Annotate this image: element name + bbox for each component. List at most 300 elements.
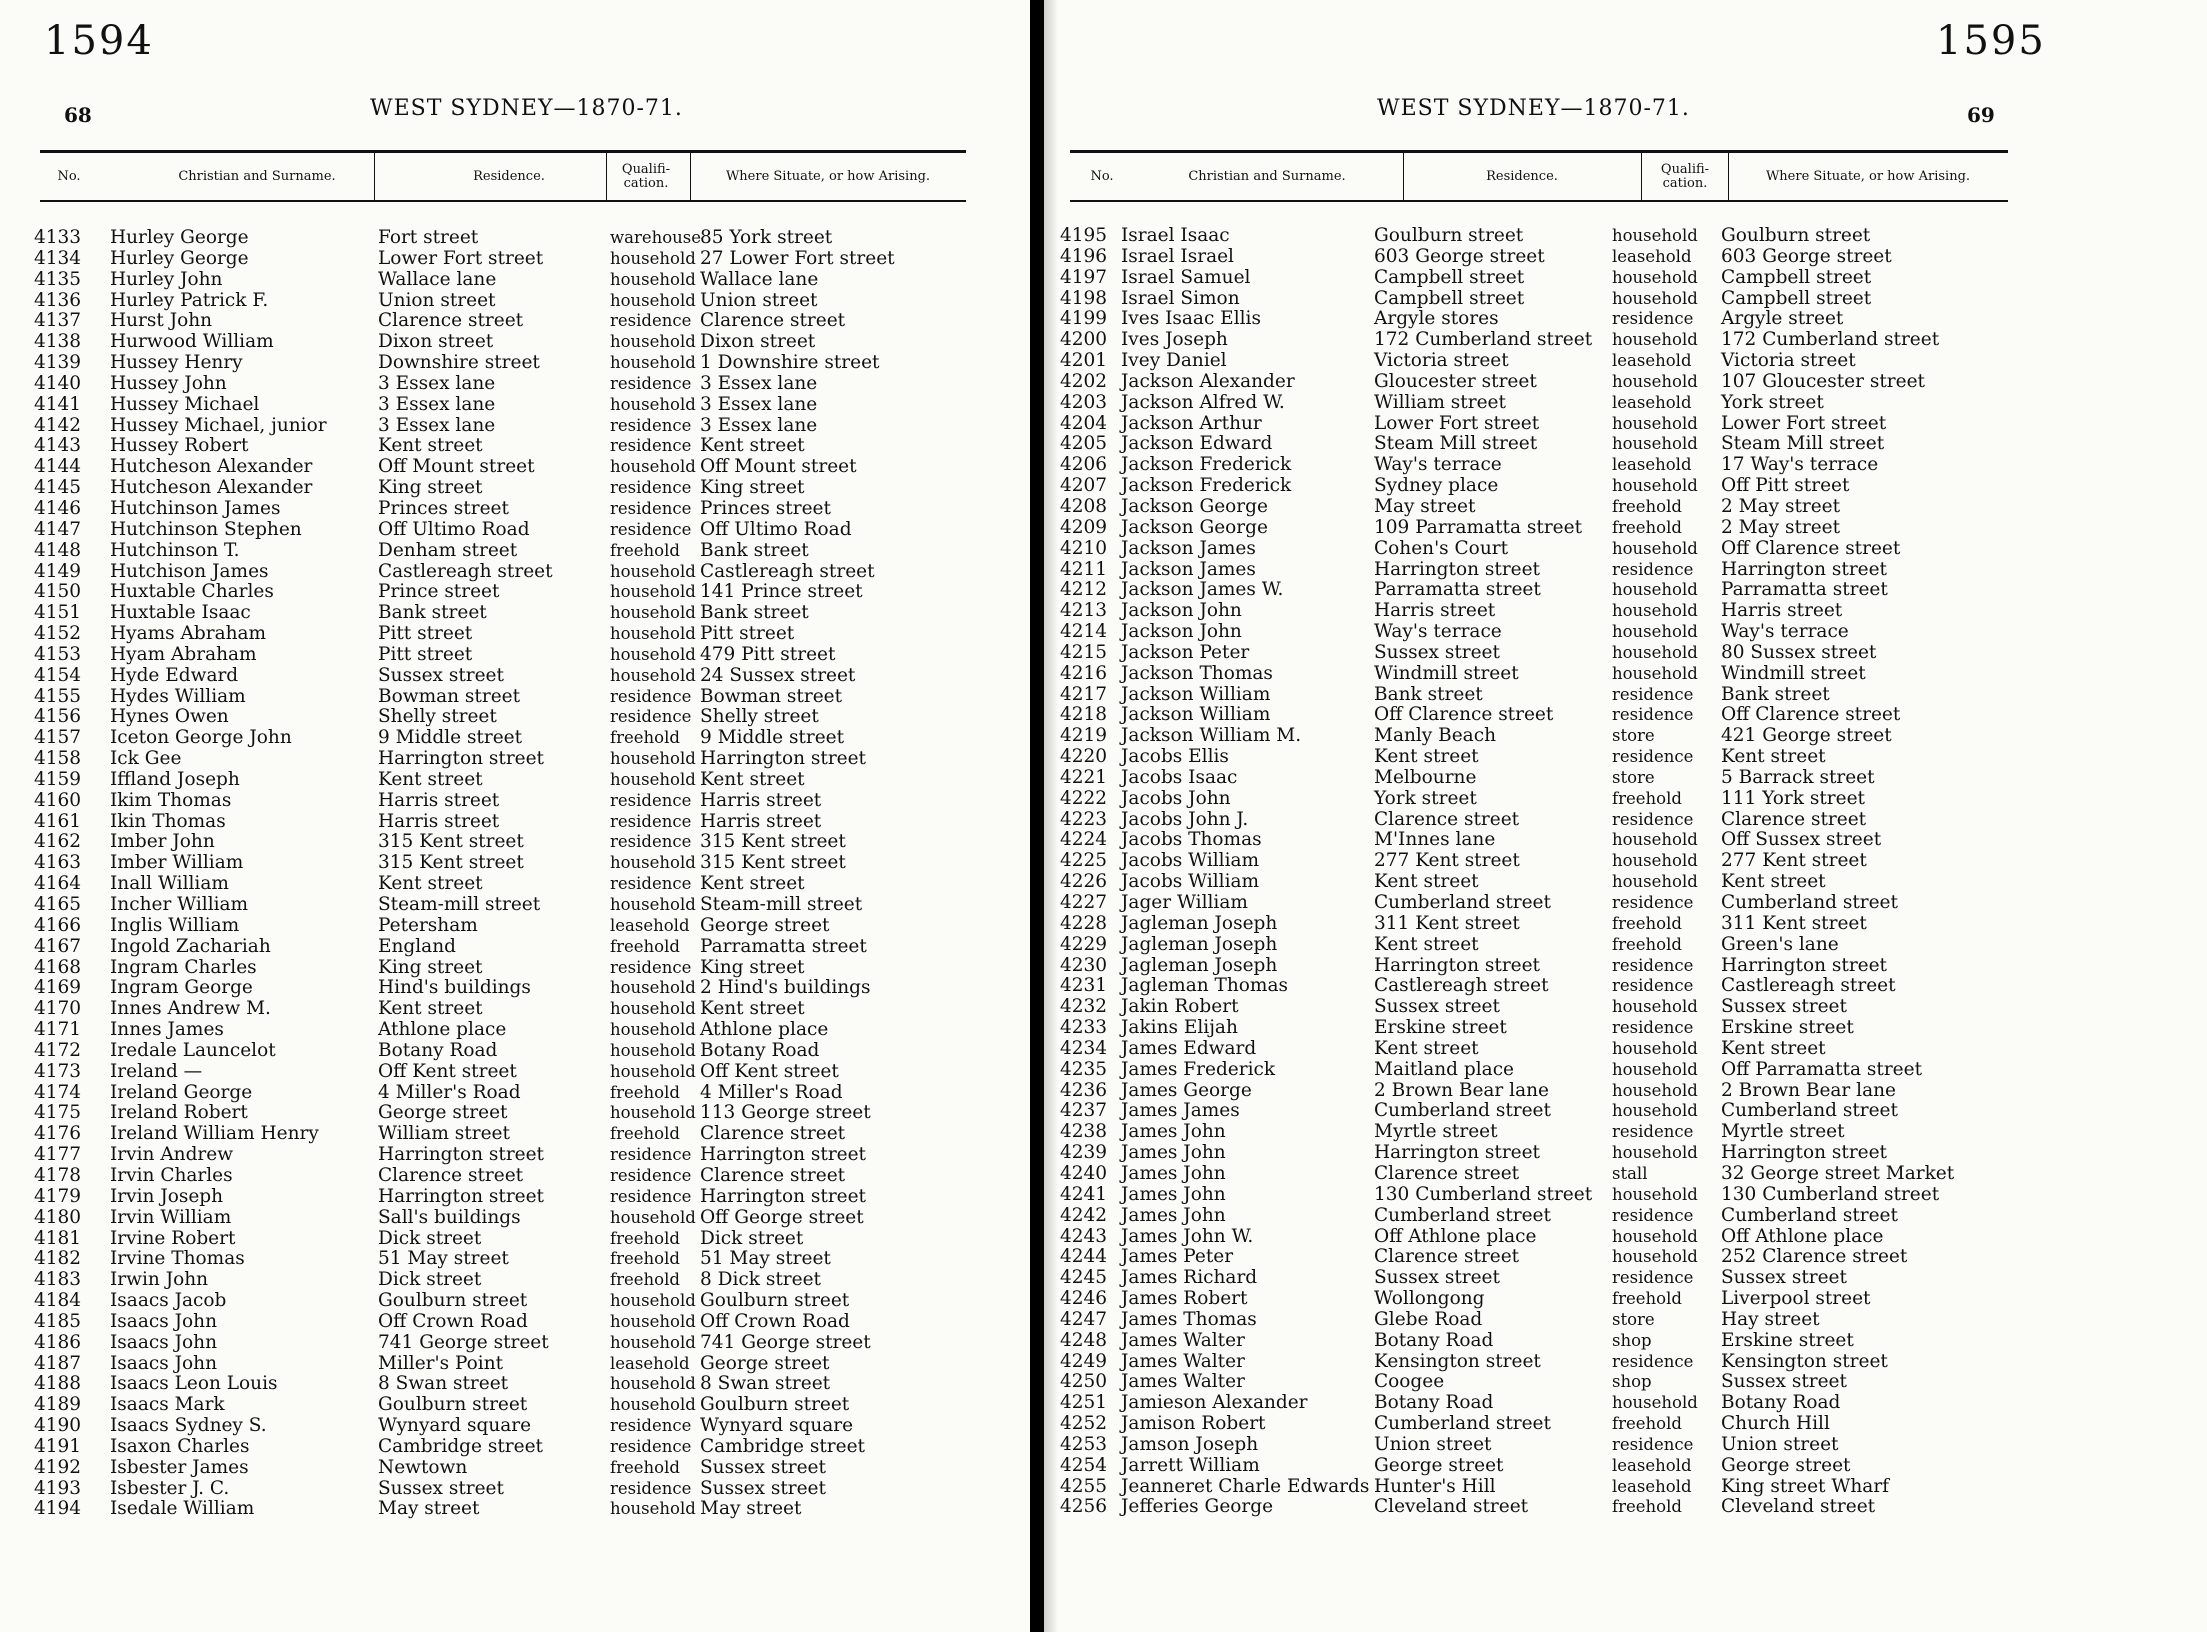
entry-where-situate: Kent street xyxy=(700,873,805,895)
entry-qualification: residence xyxy=(1612,1434,1694,1454)
header-no: No. xyxy=(1090,169,1114,184)
entry-number: 4152 xyxy=(34,623,82,645)
entry-qualification: household xyxy=(1612,413,1698,433)
entry-name: Imber John xyxy=(110,831,215,853)
entry-residence: Harrington street xyxy=(1374,954,1540,976)
entry-where-situate: Bank street xyxy=(700,539,809,561)
entry-residence: Steam Mill street xyxy=(1374,433,1538,455)
entry-name: Ikim Thomas xyxy=(110,789,232,811)
table-row xyxy=(1044,1331,2207,1352)
entry-number: 4156 xyxy=(34,706,82,728)
entry-where-situate: 113 George street xyxy=(700,1102,871,1124)
entry-number: 4214 xyxy=(1060,621,1108,643)
entry-where-situate: Off George street xyxy=(700,1206,864,1228)
entry-where-situate: Athlone place xyxy=(700,1019,829,1041)
entry-name: James John W. xyxy=(1121,1225,1254,1247)
entry-where-situate: King street Wharf xyxy=(1721,1475,1890,1497)
entry-name: James Frederick xyxy=(1121,1058,1276,1080)
entry-name: James John xyxy=(1121,1162,1226,1184)
entry-name: Jackson Arthur xyxy=(1121,412,1262,434)
entry-name: Ivey Daniel xyxy=(1121,350,1227,372)
entry-number: 4203 xyxy=(1060,391,1108,413)
entry-where-situate: Sussex street xyxy=(700,1456,826,1478)
entry-qualification: household xyxy=(1612,663,1698,683)
entry-number: 4216 xyxy=(1060,662,1108,684)
table-row xyxy=(1044,1206,2207,1227)
entry-where-situate: Campbell street xyxy=(1721,266,1872,288)
entry-qualification: residence xyxy=(1612,893,1694,912)
entry-residence: Harrington street xyxy=(1374,558,1540,580)
entry-residence: York street xyxy=(1374,787,1477,809)
entry-residence: Cumberland street xyxy=(1374,1204,1551,1226)
entry-number: 4171 xyxy=(34,1019,82,1041)
entry-where-situate: 80 Sussex street xyxy=(1721,641,1877,663)
entry-residence: Steam-mill street xyxy=(378,894,541,915)
entry-name: Isaacs Mark xyxy=(110,1394,225,1416)
entry-number: 4223 xyxy=(1060,808,1108,830)
entry-residence: Harris street xyxy=(378,810,500,832)
entry-qualification: household xyxy=(1612,538,1698,558)
entry-number: 4136 xyxy=(34,289,82,311)
entry-number: 4202 xyxy=(1060,370,1108,392)
entry-where-situate: 5 Barrack street xyxy=(1721,766,1875,788)
table-row xyxy=(0,1041,1030,1062)
table-row xyxy=(0,1374,1030,1395)
table-row xyxy=(0,1020,1030,1041)
entry-number: 4227 xyxy=(1060,892,1108,913)
entry-name: Israel Israel xyxy=(1121,245,1234,267)
table-row xyxy=(1044,914,2207,935)
entry-number: 4164 xyxy=(34,873,82,895)
entry-where-situate: Wynyard square xyxy=(700,1415,854,1437)
entry-residence: Kent street xyxy=(1374,746,1479,768)
table-row xyxy=(1044,1227,2207,1248)
entry-where-situate: King street xyxy=(700,477,805,499)
entry-where-situate: 2 Hind's buildings xyxy=(700,977,871,999)
entry-name: Jagleman Joseph xyxy=(1121,954,1278,976)
entry-residence: Pitt street xyxy=(378,623,473,645)
entry-number: 4144 xyxy=(34,456,82,478)
entry-qualification: residence xyxy=(610,1165,692,1185)
entry-qualification: household xyxy=(610,1499,696,1519)
entry-number: 4242 xyxy=(1060,1204,1108,1226)
entry-residence: Harrington street xyxy=(1374,1142,1540,1164)
entry-name: James John xyxy=(1121,1204,1226,1226)
entry-number: 4251 xyxy=(1060,1392,1108,1414)
entry-residence: Cumberland street xyxy=(1374,1100,1551,1122)
table-row xyxy=(1044,1018,2207,1039)
entry-qualification: residence xyxy=(610,686,692,706)
entry-residence: Wollongong xyxy=(1374,1288,1485,1310)
entry-qualification: leasehold xyxy=(1612,1455,1692,1475)
entry-where-situate: 111 York street xyxy=(1721,787,1865,809)
entry-name: Hussey Michael, junior xyxy=(110,414,327,436)
table-row xyxy=(1044,497,2207,518)
entry-name: Jarrett William xyxy=(1121,1454,1260,1476)
table-row xyxy=(0,1458,1030,1479)
entry-residence: England xyxy=(378,935,456,957)
table-row xyxy=(1044,997,2207,1018)
table-row xyxy=(0,1166,1030,1187)
entry-where-situate: Shelly street xyxy=(700,706,819,728)
entry-residence: May street xyxy=(378,1498,480,1520)
entry-qualification: household xyxy=(610,1103,696,1123)
table-row xyxy=(1044,518,2207,539)
entry-name: Ives Joseph xyxy=(1121,329,1228,351)
entry-where-situate: George street xyxy=(700,1352,830,1374)
entry-where-situate: Off Kent street xyxy=(700,1060,839,1082)
entry-where-situate: Hay street xyxy=(1721,1308,1820,1330)
entry-residence: 172 Cumberland street xyxy=(1374,329,1593,351)
entry-qualification: household xyxy=(1612,1143,1698,1163)
entry-residence: Pitt street xyxy=(378,643,473,665)
table-row xyxy=(0,624,1030,645)
table-row xyxy=(1044,1164,2207,1185)
entry-where-situate: Way's terrace xyxy=(1721,621,1849,643)
entry-name: Hurley John xyxy=(110,268,223,290)
entry-number: 4208 xyxy=(1060,495,1108,517)
entry-where-situate: Parramatta street xyxy=(700,935,867,957)
entry-where-situate: 85 York street xyxy=(700,227,833,248)
table-row xyxy=(1044,976,2207,997)
entry-name: Jackson Frederick xyxy=(1121,454,1292,476)
entry-residence: George street xyxy=(378,1102,508,1124)
entry-residence: Kent street xyxy=(378,998,483,1020)
entry-where-situate: Dixon street xyxy=(700,331,816,353)
entry-name: James John xyxy=(1121,1183,1226,1205)
entry-residence: Cleveland street xyxy=(1374,1496,1529,1518)
entry-residence: Harrington street xyxy=(378,1144,544,1166)
entry-name: Hurst John xyxy=(110,310,213,332)
table-row xyxy=(0,1416,1030,1437)
entry-where-situate: 8 Dick street xyxy=(700,1269,821,1291)
entry-residence: Kent street xyxy=(378,873,483,895)
entry-qualification: household xyxy=(1612,288,1698,308)
table-row xyxy=(1044,685,2207,706)
header-name: Christian and Surname. xyxy=(178,169,336,184)
entry-qualification: freehold xyxy=(610,1082,680,1102)
table-row xyxy=(1044,664,2207,685)
entry-residence: Sussex street xyxy=(1374,1267,1500,1289)
entry-name: Ingram George xyxy=(110,977,253,999)
table-row xyxy=(0,895,1030,916)
entry-where-situate: Harrington street xyxy=(1721,954,1887,976)
entry-number: 4244 xyxy=(1060,1246,1108,1268)
table-row xyxy=(0,1333,1030,1354)
table-row xyxy=(1044,622,2207,643)
entry-residence: Wynyard square xyxy=(378,1415,532,1437)
entry-qualification: residence xyxy=(610,436,692,456)
entry-name: James John xyxy=(1121,1121,1226,1143)
header-where-situate: Where Situate, or how Arising. xyxy=(1765,169,1971,184)
table-row xyxy=(1044,1247,2207,1268)
entry-name: Ireland George xyxy=(110,1081,253,1103)
entry-qualification: household xyxy=(610,353,696,373)
entry-number: 4246 xyxy=(1060,1288,1108,1310)
entry-name: James Peter xyxy=(1121,1246,1234,1268)
entry-name: Huxtable Charles xyxy=(110,581,274,603)
table-row xyxy=(1044,393,2207,414)
entry-residence: George street xyxy=(1374,1454,1504,1476)
table-row xyxy=(0,812,1030,833)
entry-number: 4176 xyxy=(34,1123,82,1145)
entry-name: Israel Simon xyxy=(1121,287,1240,309)
entry-residence: Petersham xyxy=(378,914,478,936)
entry-residence: Castlereagh street xyxy=(378,560,553,582)
entry-number: 4235 xyxy=(1060,1058,1108,1080)
entry-qualification: shop xyxy=(1612,1372,1652,1392)
table-row xyxy=(1044,830,2207,851)
entry-name: Isaacs John xyxy=(110,1352,217,1374)
table-row xyxy=(0,1312,1030,1333)
entry-number: 4190 xyxy=(34,1415,82,1437)
entry-qualification: household xyxy=(1612,1226,1698,1246)
table-row xyxy=(1044,1101,2207,1122)
entry-qualification: residence xyxy=(1612,1018,1694,1038)
entry-name: Irvine Thomas xyxy=(110,1248,245,1270)
entry-residence: Kent street xyxy=(378,768,483,790)
entry-qualification: leasehold xyxy=(1612,1476,1692,1496)
entry-name: James Robert xyxy=(1121,1288,1248,1310)
table-row xyxy=(0,499,1030,520)
entry-name: Jackson John xyxy=(1121,600,1242,622)
entry-qualification: residence xyxy=(1612,705,1694,725)
entry-residence: Bank street xyxy=(1374,683,1483,705)
entry-where-situate: 277 Kent street xyxy=(1721,850,1867,872)
entry-name: Jackson William M. xyxy=(1121,725,1302,747)
entry-where-situate: Goulburn street xyxy=(700,1394,850,1416)
entry-qualification: residence xyxy=(1612,1205,1694,1225)
entry-residence: 741 George street xyxy=(378,1331,549,1353)
entry-qualification: residence xyxy=(610,478,692,498)
entry-qualification: freehold xyxy=(1612,496,1682,516)
entry-number: 4165 xyxy=(34,894,82,915)
table-row xyxy=(1044,1143,2207,1164)
entry-qualification: household xyxy=(1612,580,1698,600)
table-row xyxy=(0,916,1030,937)
entry-qualification: freehold xyxy=(1612,934,1682,954)
entry-qualification: residence xyxy=(1612,1122,1694,1142)
entry-residence: King street xyxy=(378,956,483,978)
table-row xyxy=(1044,455,2207,476)
entry-number: 4199 xyxy=(1060,308,1108,330)
entry-where-situate: 2 May street xyxy=(1721,495,1841,517)
entry-qualification: freehold xyxy=(610,1124,680,1144)
entry-residence: M'Innes lane xyxy=(1374,829,1496,851)
table-row xyxy=(1044,893,2207,914)
entry-where-situate: Kensington street xyxy=(1721,1350,1888,1372)
entry-number: 4220 xyxy=(1060,746,1108,768)
table-row xyxy=(1044,747,2207,768)
entry-qualification: leasehold xyxy=(1612,392,1692,412)
entry-name: Hurwood William xyxy=(110,331,274,353)
entry-name: Ikin Thomas xyxy=(110,810,226,832)
entry-name: Incher William xyxy=(110,894,249,915)
entry-residence: Windmill street xyxy=(1374,662,1519,684)
table-row xyxy=(1044,1122,2207,1143)
entry-number: 4174 xyxy=(34,1081,82,1103)
entry-name: Hutchinson James xyxy=(110,497,281,519)
entry-number: 4145 xyxy=(34,477,82,499)
entry-qualification: freehold xyxy=(1612,788,1682,808)
entry-name: Irvin Andrew xyxy=(110,1144,234,1166)
table-row xyxy=(1044,1414,2207,1435)
entry-residence: Way's terrace xyxy=(1374,454,1502,476)
table-row xyxy=(0,1229,1030,1250)
entry-qualification: household xyxy=(610,1061,696,1081)
entry-number: 4181 xyxy=(34,1227,82,1249)
table-row xyxy=(0,1083,1030,1104)
table-row xyxy=(0,1291,1030,1312)
entry-name: James Walter xyxy=(1121,1371,1245,1393)
entry-number: 4210 xyxy=(1060,537,1108,559)
entry-where-situate: Dick street xyxy=(700,1227,804,1249)
table-row xyxy=(0,478,1030,499)
entry-residence: Downshire street xyxy=(378,352,540,374)
header-residence: Residence. xyxy=(473,169,545,184)
entry-residence: Dick street xyxy=(378,1269,482,1291)
entry-qualification: leasehold xyxy=(1612,246,1692,266)
entry-qualification: stall xyxy=(1612,1163,1648,1183)
table-row xyxy=(1044,1393,2207,1414)
entry-residence: William street xyxy=(378,1123,510,1145)
entry-where-situate: Sussex street xyxy=(1721,1267,1847,1289)
entry-number: 4206 xyxy=(1060,454,1108,476)
table-row xyxy=(0,332,1030,353)
entry-residence: Way's terrace xyxy=(1374,621,1502,643)
table-row xyxy=(1044,956,2207,977)
entry-qualification: residence xyxy=(610,832,692,852)
entry-number: 4221 xyxy=(1060,766,1108,788)
entry-where-situate: 3 Essex lane xyxy=(700,414,818,436)
entry-name: Isaacs John xyxy=(110,1310,217,1332)
table-row xyxy=(0,353,1030,374)
entry-residence: 311 Kent street xyxy=(1374,912,1520,934)
table-row xyxy=(0,1103,1030,1124)
entry-name: Hurley George xyxy=(110,247,249,269)
entry-number: 4222 xyxy=(1060,787,1108,809)
entry-name: Hurley George xyxy=(110,227,249,248)
entry-where-situate: George street xyxy=(1721,1454,1851,1476)
table-row xyxy=(0,541,1030,562)
entry-where-situate: Harrington street xyxy=(1721,1142,1887,1164)
entry-name: Ives Isaac Ellis xyxy=(1121,308,1261,330)
entry-qualification: leasehold xyxy=(610,915,690,935)
table-row xyxy=(0,791,1030,812)
entry-residence: 51 May street xyxy=(378,1248,509,1270)
entry-qualification: household xyxy=(610,624,696,644)
entry-qualification: freehold xyxy=(1612,1414,1682,1434)
entry-residence: Union street xyxy=(378,289,496,311)
entry-residence: 2 Brown Bear lane xyxy=(1374,1079,1549,1101)
entry-number: 4241 xyxy=(1060,1183,1108,1205)
entry-name: Iffland Joseph xyxy=(110,768,240,790)
entry-number: 4143 xyxy=(34,435,82,457)
entry-where-situate: 9 Middle street xyxy=(700,727,845,749)
entry-where-situate: 141 Prince street xyxy=(700,581,863,603)
entry-residence: Lower Fort street xyxy=(378,247,544,269)
entry-qualification: household xyxy=(1612,267,1698,287)
entry-where-situate: Kent street xyxy=(1721,871,1826,893)
entry-qualification: residence xyxy=(610,957,692,977)
header-name: Christian and Surname. xyxy=(1188,169,1346,184)
entry-name: Hutchison James xyxy=(110,560,269,582)
entry-where-situate: Kent street xyxy=(1721,746,1826,768)
entry-residence: Kensington street xyxy=(1374,1350,1541,1372)
table-row xyxy=(0,728,1030,749)
entry-where-situate: 51 May street xyxy=(700,1248,831,1270)
entry-residence: Clarence street xyxy=(378,1164,524,1186)
entry-qualification: household xyxy=(1612,1059,1698,1079)
table-row xyxy=(0,1249,1030,1270)
entry-qualification: freehold xyxy=(610,728,680,748)
entry-name: Jackson Alexander xyxy=(1121,370,1295,392)
table-row xyxy=(1044,580,2207,601)
entry-qualification: freehold xyxy=(610,540,680,560)
entry-residence: Sussex street xyxy=(378,1477,504,1499)
entry-name: Isaacs Leon Louis xyxy=(110,1373,278,1395)
entry-qualification: household xyxy=(1612,642,1698,662)
entry-number: 4219 xyxy=(1060,725,1108,747)
entry-number: 4207 xyxy=(1060,475,1108,497)
entry-name: Inglis William xyxy=(110,914,240,936)
entry-name: Ingold Zachariah xyxy=(110,935,271,957)
table-row xyxy=(0,520,1030,541)
entry-where-situate: 479 Pitt street xyxy=(700,643,836,665)
entry-number: 4209 xyxy=(1060,516,1108,538)
entry-number: 4183 xyxy=(34,1269,82,1291)
entry-qualification: freehold xyxy=(1612,1497,1682,1517)
entry-qualification: residence xyxy=(1612,1351,1694,1371)
table-row xyxy=(0,436,1030,457)
entry-qualification: household xyxy=(610,269,696,289)
entry-where-situate: Erskine street xyxy=(1721,1017,1854,1039)
entry-number: 4225 xyxy=(1060,850,1108,872)
entry-name: Jackson George xyxy=(1121,516,1268,538)
entry-number: 4243 xyxy=(1060,1225,1108,1247)
entry-residence: Sall's buildings xyxy=(378,1206,521,1228)
entry-qualification: household xyxy=(1612,371,1698,391)
entry-residence: Harrington street xyxy=(378,748,544,770)
entry-where-situate: 4 Miller's Road xyxy=(700,1081,843,1103)
entry-where-situate: Sussex street xyxy=(1721,1371,1847,1393)
entry-number: 4147 xyxy=(34,518,82,540)
entry-number: 4237 xyxy=(1060,1100,1108,1122)
entry-where-situate: Wallace lane xyxy=(700,268,819,290)
entry-number: 4233 xyxy=(1060,1017,1108,1039)
entry-name: Jackson James xyxy=(1121,537,1256,559)
entry-qualification: residence xyxy=(1612,955,1694,975)
entry-where-situate: Union street xyxy=(700,289,818,311)
entry-name: Hyams Abraham xyxy=(110,623,267,645)
table-row xyxy=(0,666,1030,687)
table-row xyxy=(0,457,1030,478)
entry-residence: Off Clarence street xyxy=(1374,704,1554,726)
entry-residence: Harrington street xyxy=(378,1185,544,1207)
table-row xyxy=(1044,1352,2207,1373)
entry-number: 4204 xyxy=(1060,412,1108,434)
entry-number: 4211 xyxy=(1060,558,1108,580)
entry-where-situate: 1 Downshire street xyxy=(700,352,880,374)
entry-qualification: residence xyxy=(610,874,692,894)
table-row xyxy=(0,603,1030,624)
entry-where-situate: 311 Kent street xyxy=(1721,912,1867,934)
entry-residence: Victoria street xyxy=(1374,350,1509,372)
table-row xyxy=(0,1354,1030,1375)
entry-where-situate: Harrington street xyxy=(1721,558,1887,580)
entry-residence: Clarence street xyxy=(1374,808,1520,830)
entry-name: Jackson Frederick xyxy=(1121,475,1292,497)
